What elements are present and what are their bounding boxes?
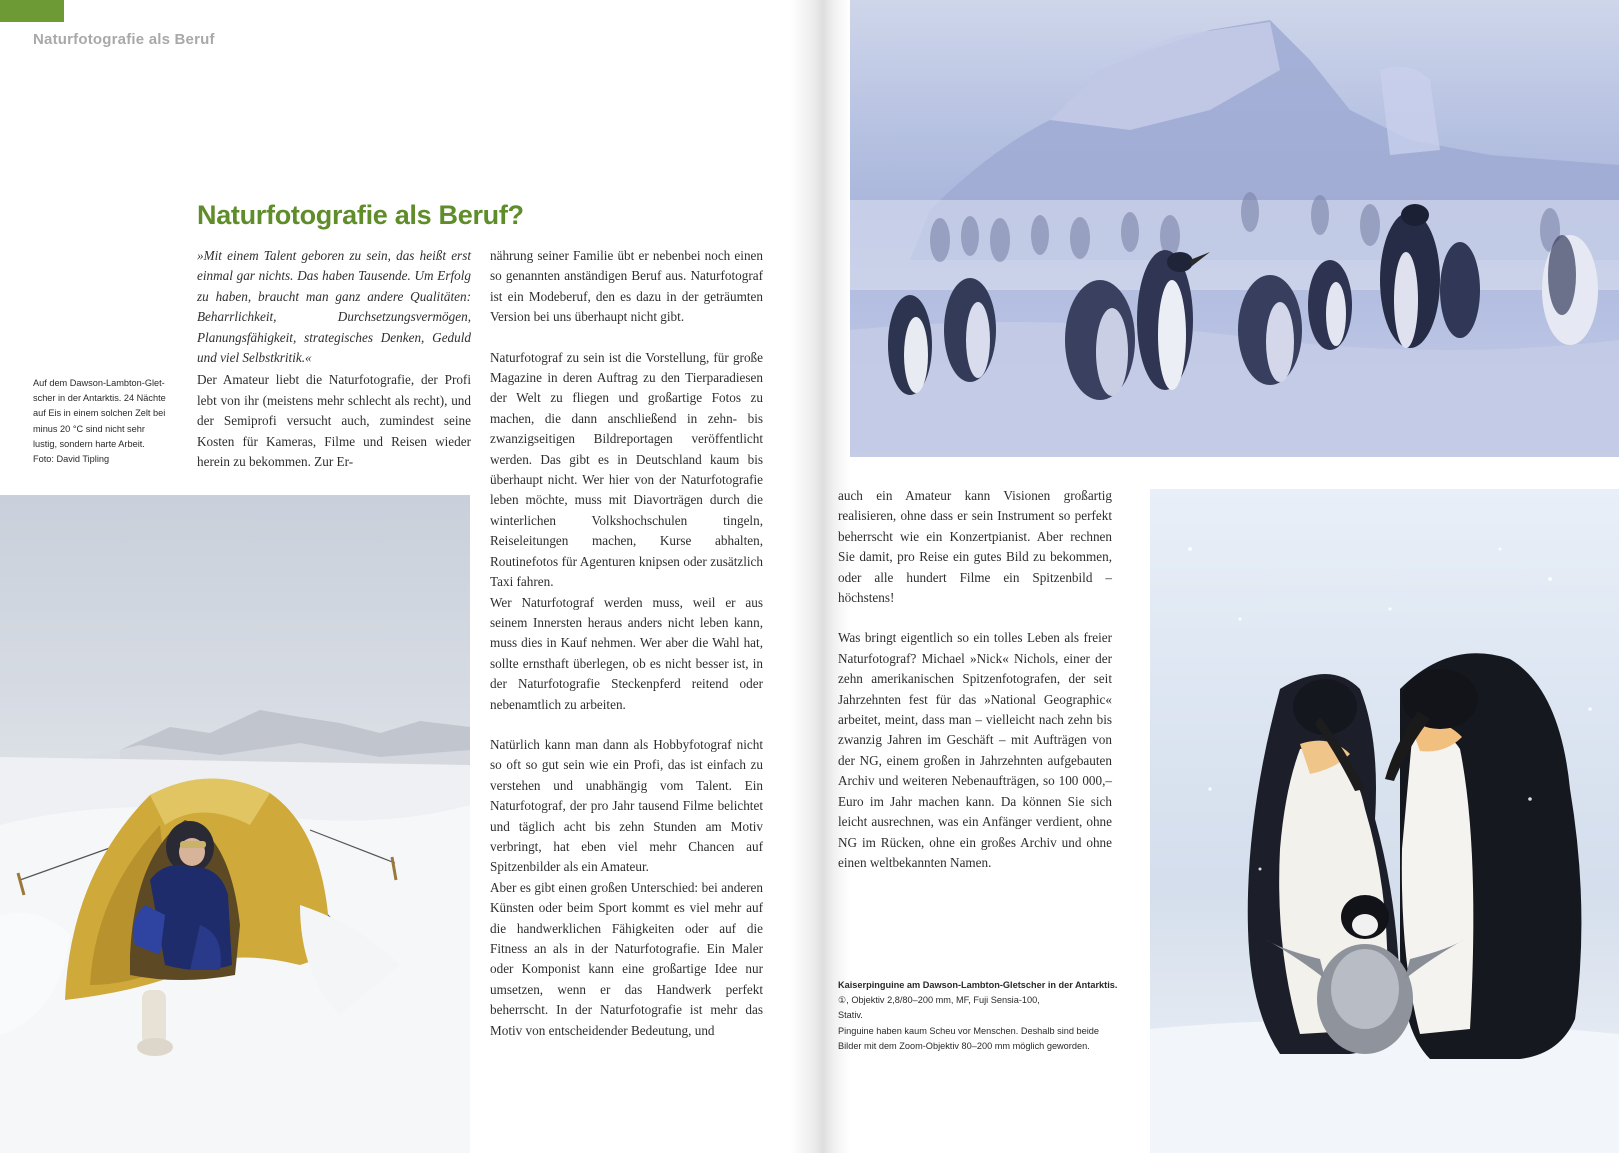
penguin-colony-illustration bbox=[850, 0, 1619, 457]
caption-line bbox=[838, 978, 1118, 1008]
caption-line: Pinguine haben kaum Scheu vor Menschen. Deshalb sind beide bbox=[838, 1025, 1099, 1036]
article-headline: Naturfotografie als Beruf? bbox=[197, 200, 524, 230]
penguin-photo-caption bbox=[838, 978, 1118, 1054]
caption-text: ①, Objektiv 2,8/80–200 mm, MF, Fuji Sensia-100, bbox=[838, 995, 1040, 1006]
text-column-1 bbox=[197, 246, 471, 472]
paragraph: nährung seiner Familie übt er nebenbei noch einen so genannten anständigen Beruf aus. Naturfotograf ist ein Modeberuf, den es dazu in der geträumten Version bei uns überhaupt nicht gibt. bbox=[490, 248, 763, 325]
tent-in-snow-photo bbox=[0, 495, 470, 1153]
penguin-family-illustration bbox=[1150, 489, 1619, 1153]
running-head: Naturfotografie als Beruf bbox=[33, 31, 215, 48]
caption-line: lustig, sondern harte Arbeit. bbox=[33, 438, 145, 449]
emperor-penguin-family-photo bbox=[1150, 489, 1619, 1153]
paragraph: Aber es gibt einen großen Unterschied: bei anderen Künsten oder beim Sport kommt es viel mehr auf die handwerklichen Fähigkeiten oder auf die Fitness an als in der Naturfotografie. Ein Maler oder Komponist kann eine großartige Idee nur umsetzen, wenn er das Handwerk perfekt beherrscht. In der Naturfotografie ist mehr das Motiv von entscheidender Bedeutung, und bbox=[490, 879, 763, 1038]
caption-line: minus 20 °C sind nicht sehr bbox=[33, 423, 145, 434]
paragraph: Der Amateur liebt die Naturfotografie, der Profi lebt von ihr (meistens mehr schlecht als recht), und der Semiprofi versucht auch, zumindest seine Kosten für Kameras, Filme und Reisen wieder herein zu bekommen. Zur Er- bbox=[197, 372, 471, 470]
section-color-tab bbox=[0, 0, 64, 22]
text-column-3 bbox=[838, 486, 1112, 873]
paragraph: auch ein Amateur kann Visionen großartig realisieren, ohne dass er sein Instrument so perfekt beherrscht wie ein Konzertpianist. Aber rechnen Sie damit, pro Reise ein gutes Bild zu bekommen, oder alle hundert Filme ein Spitzenbild – höchstens! bbox=[838, 488, 1112, 606]
text-column-2 bbox=[490, 246, 763, 1041]
paragraph: Was bringt eigentlich so ein tolles Leben als freier Naturfotograf? Michael »Nick« Nichols, einer der zehn amerikanischen Spitzenfotografen, der seit Jahrzehnten fest für das »National Geographic« arbeitet, meint, dass man – vielleicht nach zehn bis zwanzig Jahren im Geschäft – mit Aufträgen von der NG, einem großen in Jahrzehnten aufgebauten Archiv und weiteren Nebenaufträgen, so 100 000,– Euro im Jahr machen kann. Da können Sie sich leicht ausrechnen, was ein Anfänger verdient, ohne NG im Rücken, ohne ein großes Archiv und ohne einen weltbekannten Namen. bbox=[838, 630, 1112, 870]
paragraph: Natürlich kann man dann als Hobbyfotograf nicht so oft so gut sein wie ein Profi, das ist einfach zu verstehen und unabhängig vom Talent. Ein Naturfotograf, der pro Jahr tausend Filme belichtet und täglich acht bis zehn Stunden am Motiv verbringt, hat eben viel mehr Chancen auf Spitzenbilder als ein Amateur. bbox=[490, 736, 763, 875]
paragraph: Wer Naturfotograf werden muss, weil er aus seinem Innersten heraus anders nicht leben kann, muss dies in Kauf nehmen. Wer aber die Wahl hat, sollte ernsthaft überlegen, ob es nicht besser ist, in der Naturfotografie Steckenpferd reitend oder nebenamtlich zu arbeiten. bbox=[490, 594, 763, 712]
caption-line: auf Eis in einem solchen Zelt bei bbox=[33, 408, 166, 419]
right-page bbox=[838, 0, 1619, 1153]
caption-line: Bilder mit dem Zoom-Objektiv 80–200 mm möglich geworden. bbox=[838, 1040, 1090, 1051]
paragraph: Naturfotograf zu sein ist die Vorstellung, für große Magazine in deren Auftrag zu den Tierparadiesen der Welt zu fliegen und großartige Fotos zu machen, die dann anschließend in zehn- bis zwanzigseitigen Bildreportagen veröffentlicht werden. Das gibt es in Deutschland kaum bis überhaupt nicht. Wer hier von der Naturfotografie leben möchte, muss mit Diavorträgen durch die winterlichen Volkshochschulen tingeln, Reiseleitungen machen, Kurse abhalten, Routinefotos für Agenturen knipsen oder zusätzlich Taxi fahren. bbox=[490, 349, 763, 590]
tent-photo-caption bbox=[33, 376, 173, 467]
caption-line: Stativ. bbox=[838, 1010, 863, 1021]
caption-line: Auf dem Dawson-Lambton-Glet- bbox=[33, 378, 165, 388]
intro-quote: »Mit einem Talent geboren zu sein, das heißt erst einmal gar nichts. Das haben Tausende. Um Erfolg zu haben, braucht man ganz andere Qualitäten: Beharrlichkeit, Durchsetzungsvermögen, Planungsfähigkeit, strategisches Denken, Geduld und viel Selbstkritik.« bbox=[197, 248, 471, 366]
caption-line: Foto: David Tipling bbox=[33, 454, 110, 465]
caption-line: scher in der Antarktis. 24 Nächte bbox=[33, 393, 166, 404]
caption-bold: Kaiserpinguine am Dawson-Lambton-Gletscher in der Antarktis. bbox=[838, 980, 1118, 990]
tent-illustration bbox=[0, 495, 470, 1153]
penguin-colony-photo bbox=[850, 0, 1619, 457]
